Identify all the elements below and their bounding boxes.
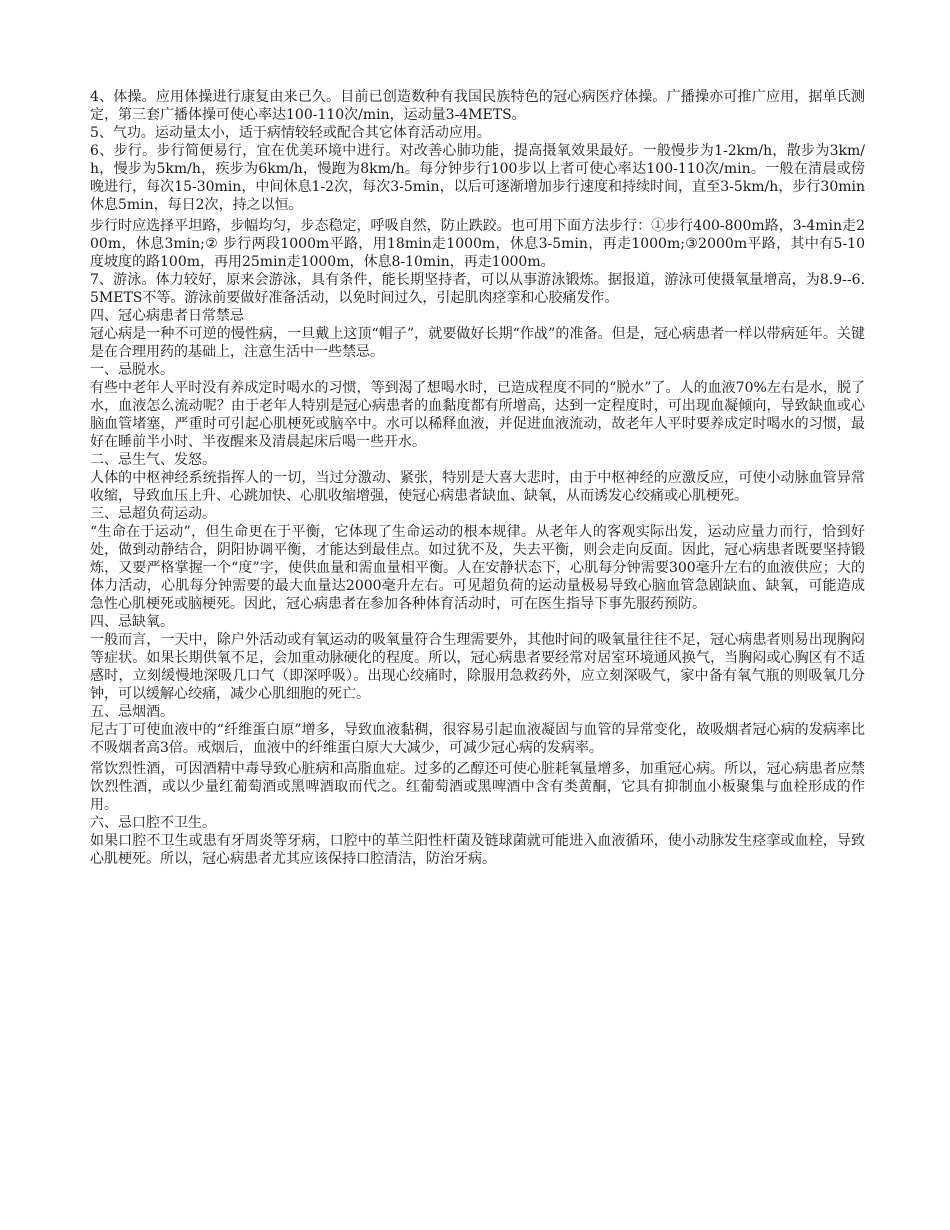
paragraph-smoking: 尼古丁可使血液中的“纤维蛋白原”增多，导致血液黏稠，很容易引起血液凝固与血管的异常变化，故吸烟者冠心病的发病率比不吸烟者高3倍。戒烟后，血液中的纤维蛋白原大大减少，可减少冠心病的发病率。 (90, 722, 865, 756)
paragraph-dehydration: 有些中老年人平时没有养成定时喝水的习惯，等到渴了想喝水时，已造成程度不同的“脱水”了。人的血液70%左右是水，脱了水，血液怎么流动呢？由于老年人特别是冠心病患者的血黏度都有所增高，达到一定程度时，可出现血凝倾向，导致缺血或心脑血管堵塞，严重时可引起心肌梗死或脑卒中。水可以稀释血液，并促进血液流动，故老年人平时要养成定时喝水的习惯，最好在睡前半小时、半夜醒来及清晨起床后喝一些开水。 (90, 380, 865, 450)
subheading-anger: 二、忌生气、发怒。 (90, 452, 216, 468)
subheading-hypoxia: 四、忌缺氧。 (90, 614, 174, 630)
section-heading-daily-taboos: 四、冠心病患者日常禁忌 (90, 308, 244, 324)
paragraph-drinking: 常饮烈性酒，可因酒精中毒导致心脏病和高脂血症。过多的乙醇还可使心脏耗氧量增多，加重冠心病。所以，冠心病患者应禁饮烈性酒，或以少量红葡萄酒或黑啤酒取而代之。红葡萄酒或黑啤酒中含有类黄酮，它具有抑制血小板聚集与血栓形成的作用。 (90, 761, 865, 813)
paragraph-taboos-intro: 冠心病是一种不可逆的慢性病，一旦戴上这顶“帽子”，就要做好长期“作战”的准备。但是，冠心病患者一样以带病延年。关键是在合理用药的基础上，注意生活中一些禁忌。 (90, 326, 865, 360)
document-body (90, 88, 865, 868)
paragraph-exercise-qigong: 5、气功。运动量太小，适于病情较轻或配合其它体育活动应用。 (90, 125, 491, 141)
paragraph-anger: 人体的中枢神经系统指挥人的一切，当过分激动、紧张，特别是大喜大悲时，由于中枢神经的应激反应，可使小动脉血管异常收缩，导致血压上升、心跳加快、心肌收缩增强，使冠心病患者缺血、缺氧，从而诱发心绞痛或心肌梗死。 (90, 470, 865, 504)
paragraph-hypoxia: 一般而言，一天中，除户外活动或有氧运动的吸氧量符合生理需要外，其他时间的吸氧量往往不足，冠心病患者则易出现胸闷等症状。如果长期供氧不足，会加重动脉硬化的程度。所以，冠心病患者要经常对居室环境通风换气，当胸闷或心胸区有不适感时，立刻缓慢地深吸几口气（即深呼吸）。出现心绞痛时，除服用急救药外，应立刻深吸气，家中备有氧气瓶的则吸氧几分钟，可以缓解心绞痛，减少心肌细胞的死亡。 (90, 632, 865, 702)
paragraph-walking-methods: 步行时应选择平坦路，步幅均匀，步态稳定，呼吸自然，防止跌跤。也可用下面方法步行：①步行400-800m路，3-4min走200m，休息3min;② 步行两段1000m平路，用18min走1000m，休息3-5min，再走1000m;③2000m平路，其中有5-10度坡度的路100m，再用25min走1000m，休息8-10min，再走1000m。 (90, 218, 865, 270)
paragraph-oral-hygiene: 如果口腔不卫生或患有牙周炎等牙病，口腔中的革兰阳性杆菌及链球菌就可能进入血液循环，使小动脉发生痉挛或血栓，导致心肌梗死。所以，冠心病患者尤其应该保持口腔清洁，防治牙病。 (90, 833, 865, 867)
subheading-dehydration: 一、忌脱水。 (90, 362, 174, 378)
paragraph-exercise-walking: 6、步行。步行简便易行，宜在优美环境中进行。对改善心肺功能，提高摄氧效果最好。一般慢步为1-2km/h，散步为3km/h，慢步为5km/h，疾步为6km/h，慢跑为8km/h。每分钟步行100步以上者可使心率达100-110次/min。一般在清晨或傍晚进行，每次15-30min，中间休息1-2次，每次3-5min，以后可逐渐增加步行速度和持续时间，直至3-5km/h，步行30min休息5min，每日2次，持之以恒。 (90, 143, 865, 213)
subheading-overload-exercise: 三、忌超负荷运动。 (90, 506, 216, 522)
paragraph-overload-exercise: “生命在于运动”，但生命更在于平衡，它体现了生命运动的根本规律。从老年人的客观实际出发，运动应量力而行，恰到好处，做到动静结合，阴阳协调平衡，才能达到最佳点。如过犹不及，失去平衡，则会走向反面。因此，冠心病患者既要坚持锻炼，又要严格掌握一个“度”字，使供血量和需血量相平衡。人在安静状态下，心肌每分钟需要300毫升左右的血液供应；大的体力活动，心肌每分钟需要的最大血量达2000毫升左右。可见超负荷的运动量极易导致心脑血管急剧缺血、缺氧，可能造成急性心肌梗死或脑梗死。因此，冠心病患者在参加各种体育活动时，可在医生指导下事先服药预防。 (90, 524, 865, 612)
paragraph-exercise-swimming: 7、游泳。体力较好，原来会游泳，具有条件，能长期坚持者，可以从事游泳锻炼。据报道，游泳可使摄氧量增高，为8.9--6.5METS不等。游泳前要做好准备活动，以免时间过久，引起肌肉痉挛和心胶痛发作。 (90, 272, 865, 306)
subheading-oral-hygiene: 六、忌口腔不卫生。 (90, 815, 216, 831)
paragraph-exercise-gymnastics: 4、体操。应用体操进行康复由来已久。目前已创造数种有我国民族特色的冠心病医疗体操。广播操亦可推广应用，据单氏测定，第三套广播体操可使心率达100-110次/min，运动量3-4METS。 (90, 89, 865, 123)
subheading-smoking-drinking: 五、忌烟酒。 (90, 704, 174, 720)
